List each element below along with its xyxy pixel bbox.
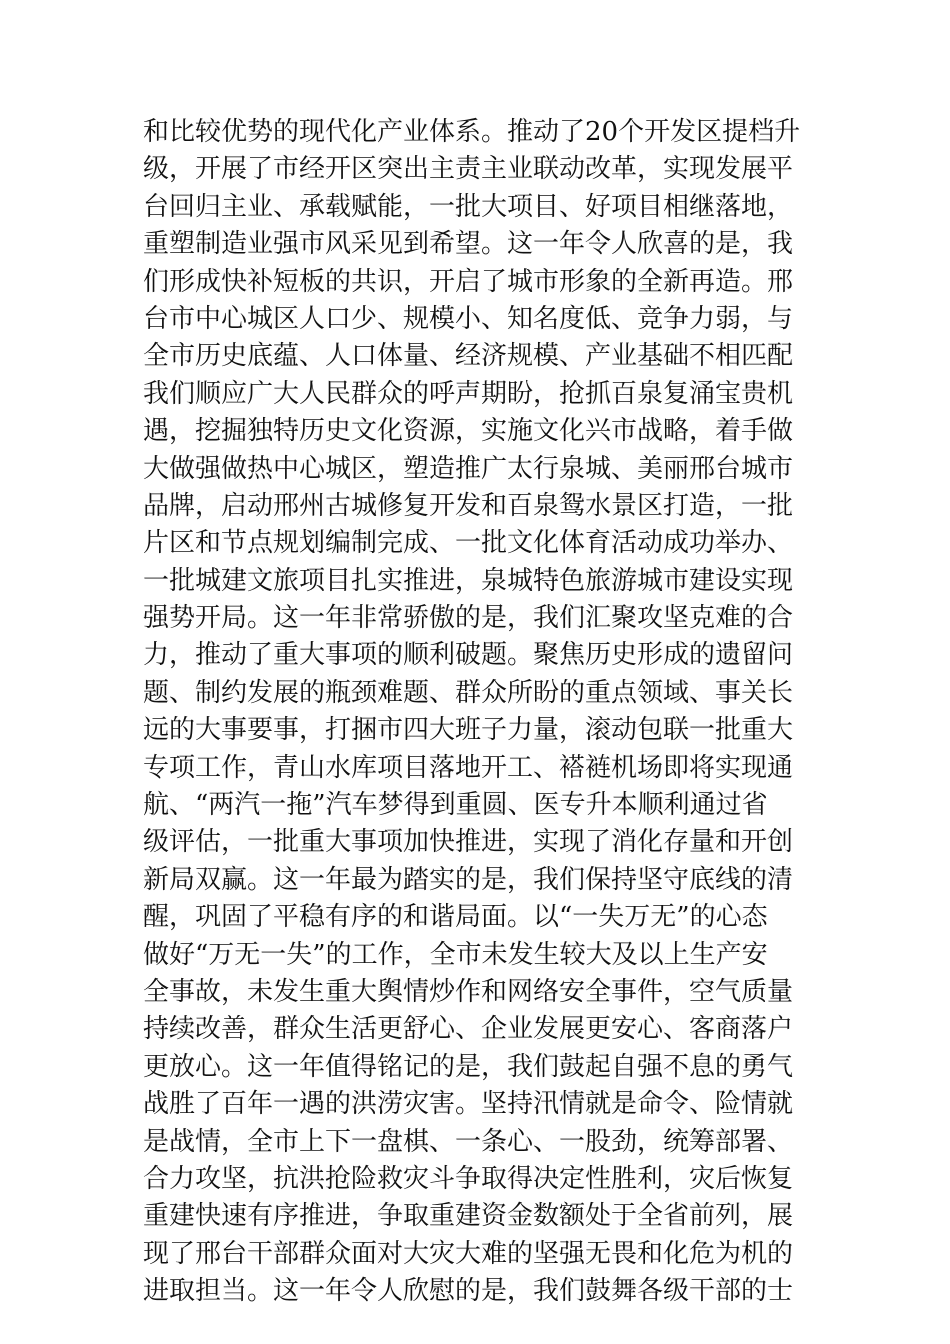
text-line: 专项工作，青山水库项目落地开工、褡裢机场即将实现通 bbox=[143, 752, 794, 783]
body-paragraph bbox=[143, 114, 815, 1311]
text-line: 远的大事要事，打捆市四大班子力量，滚动包联一批重大 bbox=[143, 715, 794, 746]
text-line: 全市历史底蕴、人口体量、经济规模、产业基础不相匹配 bbox=[143, 341, 794, 372]
text-line: 题、制约发展的瓶颈难题、群众所盼的重点领域、事关长 bbox=[143, 677, 794, 708]
text-line: 持续改善，群众生活更舒心、企业发展更安心、客商落户 bbox=[143, 1014, 794, 1045]
text-line: 重塑制造业强市风采见到希望。这一年令人欣喜的是，我 bbox=[143, 229, 794, 260]
text-line: 重建快速有序推进，争取重建资金数额处于全省前列，展 bbox=[143, 1201, 794, 1232]
text-line: 遇，挖掘独特历史文化资源，实施文化兴市战略，着手做 bbox=[143, 416, 794, 447]
text-line: 新局双赢。这一年最为踏实的是，我们保持坚守底线的清 bbox=[143, 864, 794, 895]
text-line: 大做强做热中心城区，塑造推广太行泉城、美丽邢台城市 bbox=[143, 453, 794, 484]
text-line: 现了邢台干部群众面对大灾大难的坚强无畏和化危为机的 bbox=[143, 1238, 794, 1269]
text-line: 合力攻坚，抗洪抢险救灾斗争取得决定性胜利，灾后恢复 bbox=[143, 1163, 794, 1194]
text-line: 品牌，启动邢州古城修复开发和百泉鸳水景区打造，一批 bbox=[143, 490, 794, 521]
text-line: 台市中心城区人口少、规模小、知名度低、竞争力弱，与 bbox=[143, 303, 794, 334]
text-line: 航、“两汽一拖”汽车梦得到重圆、医专升本顺利通过省 bbox=[143, 790, 768, 821]
text-line: 和比较优势的现代化产业体系。推动了20个开发区提档升 bbox=[143, 117, 801, 147]
text-line: 战胜了百年一遇的洪涝灾害。坚持汛情就是命令、险情就 bbox=[143, 1089, 794, 1120]
text-line: 做好“万无一失”的工作，全市未发生较大及以上生产安 bbox=[143, 939, 768, 970]
text-line: 级评估，一批重大事项加快推进，实现了消化存量和开创 bbox=[143, 827, 794, 858]
text-line: 醒，巩固了平稳有序的和谐局面。以“一失万无”的心态 bbox=[143, 902, 768, 933]
text-line: 强势开局。这一年非常骄傲的是，我们汇聚攻坚克难的合 bbox=[143, 603, 794, 634]
text-line: 力，推动了重大事项的顺利破题。聚焦历史形成的遗留问 bbox=[143, 640, 794, 671]
text-line: 一批城建文旅项目扎实推进，泉城特色旅游城市建设实现 bbox=[143, 565, 794, 596]
text-line: 们形成快补短板的共识，开启了城市形象的全新再造。邢 bbox=[143, 266, 794, 297]
text-line: 进取担当。这一年令人欣慰的是，我们鼓舞各级干部的士 bbox=[143, 1276, 794, 1307]
text-line: 全事故，未发生重大舆情炒作和网络安全事件，空气质量 bbox=[143, 976, 794, 1007]
text-line: 我们顺应广大人民群众的呼声期盼，抢抓百泉复涌宝贵机 bbox=[143, 378, 794, 409]
text-line: 片区和节点规划编制完成、一批文化体育活动成功举办、 bbox=[143, 528, 794, 559]
text-line: 级，开展了市经开区突出主责主业联动改革，实现发展平 bbox=[143, 154, 794, 185]
text-line: 更放心。这一年值得铭记的是，我们鼓起自强不息的勇气 bbox=[143, 1051, 794, 1082]
text-line: 台回归主业、承载赋能，一批大项目、好项目相继落地， bbox=[143, 191, 794, 222]
text-line: 是战情，全市上下一盘棋、一条心、一股劲，统筹部署、 bbox=[143, 1126, 794, 1157]
